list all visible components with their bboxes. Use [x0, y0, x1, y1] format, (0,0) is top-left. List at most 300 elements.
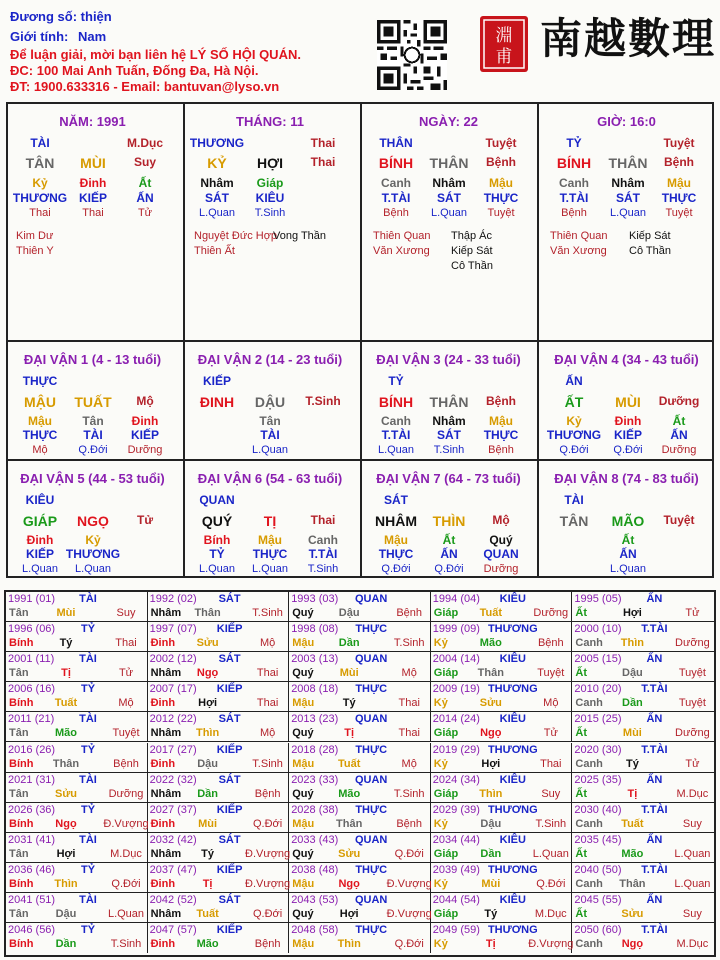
- year-cell[interactable]: [431, 833, 573, 863]
- year-cell[interactable]: [289, 743, 431, 773]
- year-star: ẤN: [646, 773, 663, 786]
- luck-pillar-life-stage: Q.Đới: [381, 563, 411, 575]
- year-star: KIÊU: [499, 593, 526, 605]
- year-cell[interactable]: [148, 803, 290, 833]
- year-branch: Tý: [201, 847, 215, 860]
- year-branch: Tuất: [54, 697, 78, 710]
- pillar-hidden-star: KIÊU: [255, 191, 285, 205]
- luck-pillar-hidden-star: T.TÀI: [308, 547, 338, 561]
- year-branch: Mão: [196, 938, 219, 951]
- year-cell[interactable]: [6, 803, 148, 833]
- year-branch: Tị: [61, 667, 71, 680]
- year-cell[interactable]: [572, 743, 714, 773]
- year-star: KIÊU: [499, 894, 526, 906]
- year-cell[interactable]: [148, 682, 290, 712]
- year-branch: Sửu: [196, 637, 219, 650]
- year-label: 2050 (60): [574, 924, 622, 937]
- name-value: thiện: [80, 9, 112, 24]
- luck-pillar-life-stage: L.Quan: [251, 563, 289, 575]
- year-cell[interactable]: [148, 743, 290, 773]
- luck-pillar-life-stage: L.Quan: [74, 563, 112, 575]
- year-branch: Thìn: [337, 938, 361, 951]
- year-label: 2005 (15): [574, 653, 622, 666]
- luck-pillar-life-stage: Q.Đới: [434, 563, 464, 575]
- chart-divider-h-1: [6, 340, 714, 342]
- year-stem: Đinh: [150, 817, 176, 830]
- year-stem: Ất: [575, 847, 587, 860]
- year-cell[interactable]: [148, 773, 290, 803]
- year-stem: Bính: [9, 637, 34, 650]
- year-stem: Kỷ: [433, 697, 448, 710]
- name-row: [10, 9, 112, 24]
- year-branch: Tý: [625, 757, 639, 770]
- year-cell[interactable]: [289, 833, 431, 863]
- luck-pillar-hidden-star: TÀI: [260, 428, 280, 442]
- luck-pillar-title: ĐẠI VẬN 4 (34 - 43 tuổi): [554, 352, 699, 367]
- year-life-stage: M.Dục: [110, 847, 142, 860]
- year-life-stage: Đ.Vượng: [245, 847, 291, 860]
- qr-code-icon[interactable]: [377, 20, 447, 90]
- year-cell[interactable]: [289, 923, 431, 953]
- year-label: 2003 (13): [291, 653, 339, 666]
- year-life-stage: Đ.Vượng: [386, 877, 432, 890]
- year-branch: Dần: [622, 697, 643, 710]
- luck-pillar-main: TUẤT: [74, 394, 112, 410]
- luck-pillar-main: TÂN: [559, 513, 589, 529]
- luck-pillar-main: DẬU: [254, 394, 286, 410]
- spirit-star: Kim Dư: [16, 230, 54, 242]
- year-cell[interactable]: [431, 652, 573, 682]
- year-stem: Nhâm: [150, 908, 182, 920]
- year-label: 2035 (45): [574, 833, 622, 846]
- pillar-main: BÍNH: [556, 155, 592, 171]
- pillar-hidden-stem: Canh: [381, 176, 411, 190]
- year-life-stage: L.Quan: [674, 877, 711, 890]
- year-cell[interactable]: [431, 773, 573, 803]
- year-star: THỰC: [355, 683, 388, 696]
- year-stem: Tân: [9, 727, 29, 740]
- year-cell[interactable]: [572, 773, 714, 803]
- year-label: 2043 (53): [291, 894, 339, 906]
- year-label: 2038 (48): [291, 863, 339, 876]
- pillar-hidden-stem: Mậu: [489, 176, 513, 190]
- year-stem: Mậu: [292, 637, 315, 650]
- year-cell[interactable]: [6, 893, 148, 923]
- year-label: 2000 (10): [574, 623, 622, 636]
- pillar-life-stage: Tuyệt: [487, 207, 515, 219]
- year-cell[interactable]: [6, 863, 148, 893]
- luck-pillar-top-star: TỶ: [388, 374, 404, 388]
- year-label: 2031 (41): [8, 833, 56, 846]
- luck-pillar-title: ĐẠI VẬN 2 (14 - 23 tuổi): [197, 352, 343, 367]
- year-stem: Đinh: [150, 757, 176, 770]
- year-cell[interactable]: [6, 712, 148, 742]
- pillar-main: TÂN: [25, 155, 55, 171]
- gender-row: [10, 29, 106, 44]
- year-label: 2011 (21): [8, 713, 55, 726]
- pillar-title: NĂM: 1991: [59, 114, 126, 129]
- pillar-title: GIỜ: 16:0: [597, 114, 656, 129]
- year-life-stage: L.Quan: [532, 847, 569, 860]
- year-star: TÀI: [79, 713, 97, 726]
- pillar-hidden-stem: Đinh: [79, 176, 107, 190]
- year-label: 2033 (43): [291, 833, 339, 846]
- pillar-hidden-stem: Nhâm: [432, 176, 466, 190]
- luck-pillar-top-star: KIÊU: [25, 493, 55, 507]
- year-cell[interactable]: [148, 833, 290, 863]
- year-cell[interactable]: [6, 923, 148, 953]
- pillar-life-stage: L.Quan: [609, 207, 647, 219]
- year-cell[interactable]: [289, 712, 431, 742]
- year-branch: Thân: [619, 877, 646, 890]
- year-label: 2014 (24): [432, 713, 480, 726]
- year-star: T.TÀI: [641, 743, 668, 756]
- year-star: KIẾP: [216, 743, 243, 756]
- year-cell[interactable]: [6, 652, 148, 682]
- pillar-hidden-star: THƯƠNG: [12, 191, 68, 205]
- year-label: 2020 (30): [574, 743, 622, 756]
- year-cell[interactable]: [572, 863, 714, 893]
- luck-pillar-hidden-star: THƯƠNG: [65, 547, 121, 561]
- year-stem: Mậu: [292, 697, 315, 710]
- year-cell[interactable]: [148, 652, 290, 682]
- year-branch: Ngọ: [55, 817, 77, 830]
- year-cell[interactable]: [148, 893, 290, 923]
- year-branch: Hợi: [339, 908, 359, 920]
- luck-pillar-top-star: THỰC: [22, 374, 58, 388]
- address-line: ĐC: 100 Mai Anh Tuấn, Đống Đa, Hà Nội.: [10, 63, 259, 78]
- luck-pillar-hidden-stem: Kỷ: [85, 533, 101, 547]
- pillar-top-star: Tuyệt: [663, 136, 695, 150]
- year-life-stage: Bệnh: [396, 607, 423, 619]
- year-life-stage: Đ.Vượng: [386, 908, 432, 920]
- luck-pillar-life-stage: Q.Đới: [559, 444, 589, 456]
- year-label: 2019 (29): [432, 743, 480, 756]
- year-life-stage: Q.Đới: [252, 817, 283, 830]
- year-life-stage: M.Dục: [676, 938, 709, 951]
- year-label: 1992 (02): [149, 593, 197, 605]
- year-branch: Sửu: [479, 697, 502, 710]
- year-branch: Mão: [621, 847, 644, 860]
- year-stem: Quý: [292, 847, 314, 860]
- pillar-hidden-stem: Kỷ: [32, 176, 48, 190]
- year-branch: Ngọ: [621, 938, 644, 951]
- year-label: 2002 (12): [149, 653, 197, 666]
- pillar-top-star: Thai: [310, 136, 336, 150]
- year-label: 2001 (11): [8, 653, 55, 666]
- year-cell[interactable]: [572, 833, 714, 863]
- year-life-stage: Suy: [541, 787, 561, 800]
- year-cell[interactable]: [572, 803, 714, 833]
- year-life-stage: L.Quan: [674, 847, 711, 860]
- luck-pillar-main: MÙI: [615, 394, 641, 410]
- year-star: QUAN: [354, 653, 388, 666]
- year-stem: Giáp: [433, 787, 459, 800]
- year-branch: Thân: [52, 757, 80, 770]
- year-stem: Canh: [575, 817, 603, 830]
- year-cell[interactable]: [289, 773, 431, 803]
- luck-pillar-hidden-stem: Ất: [621, 533, 635, 547]
- spirit-star: Vong Thần: [273, 230, 327, 242]
- year-cell[interactable]: [572, 712, 714, 742]
- year-cell[interactable]: [572, 923, 714, 953]
- year-life-stage: Suy: [682, 817, 702, 830]
- luck-pillar-hidden-star: SÁT: [437, 428, 461, 442]
- year-cell[interactable]: [289, 863, 431, 893]
- year-cell[interactable]: [148, 923, 290, 953]
- year-stem: Nhâm: [150, 787, 182, 800]
- pillar-life-stage: Tử: [137, 207, 153, 219]
- year-stem: Kỷ: [433, 757, 448, 770]
- year-branch: Tuất: [337, 757, 361, 770]
- year-star: TỶ: [80, 683, 96, 696]
- pillar-hidden-star: T.TÀI: [559, 191, 589, 205]
- year-cell[interactable]: [148, 712, 290, 742]
- year-label: 2015 (25): [574, 713, 622, 726]
- year-cell[interactable]: [572, 652, 714, 682]
- year-cell[interactable]: [6, 833, 148, 863]
- year-star: THƯƠNG: [487, 683, 538, 696]
- year-cell[interactable]: [289, 803, 431, 833]
- year-cell[interactable]: [572, 592, 714, 622]
- year-label: 2017 (27): [149, 743, 197, 756]
- spirit-star: Văn Xương: [550, 245, 607, 257]
- year-star: THỰC: [355, 743, 388, 756]
- year-star: ẤN: [646, 593, 663, 605]
- year-star: SÁT: [218, 653, 241, 666]
- year-label: 2027 (37): [149, 803, 197, 816]
- year-star: TỶ: [80, 863, 96, 876]
- year-cell[interactable]: [431, 893, 573, 923]
- year-star: THỰC: [355, 803, 388, 816]
- year-cell[interactable]: [431, 712, 573, 742]
- year-cell[interactable]: [431, 803, 573, 833]
- year-life-stage: Q.Đới: [111, 877, 141, 890]
- year-star: TỶ: [80, 803, 96, 816]
- year-label: 2004 (14): [432, 653, 480, 666]
- luck-pillar-hidden-star: KIẾP: [613, 428, 643, 442]
- year-branch: Dậu: [55, 908, 77, 920]
- luck-pillar-life-stage: Dưỡng: [483, 563, 519, 575]
- year-stem: Kỷ: [433, 877, 448, 890]
- luck-pillar-top-star: SÁT: [384, 493, 408, 507]
- luck-pillar-hidden-star: TỶ: [209, 547, 225, 561]
- luck-pillar-title: ĐẠI VẬN 1 (4 - 13 tuổi): [23, 352, 162, 367]
- seal-char-top: 淵: [495, 26, 513, 46]
- chart-divider-h-2: [6, 459, 714, 461]
- year-life-stage: Dưỡng: [675, 727, 710, 740]
- luck-pillar-main: ĐINH: [199, 394, 235, 410]
- pillar-top-star: TỶ: [566, 136, 582, 150]
- year-label: 2009 (19): [432, 683, 480, 696]
- year-life-stage: T.Sinh: [252, 607, 283, 619]
- luck-pillar-life-stage: Mộ: [32, 444, 48, 456]
- year-branch: Hợi: [622, 607, 642, 619]
- spirit-star: Cô Thần: [451, 260, 493, 272]
- luck-pillar-hidden-stem: Canh: [381, 414, 411, 428]
- year-branch: Thìn: [195, 727, 220, 740]
- year-cell[interactable]: [6, 622, 148, 652]
- pillar-hidden-star: T.TÀI: [381, 191, 411, 205]
- year-cell[interactable]: [431, 622, 573, 652]
- luck-pillar-main: Bệnh: [486, 394, 516, 408]
- pillar-main: THÂN: [429, 155, 469, 171]
- year-branch: Dần: [55, 938, 77, 951]
- pillar-title: THÁNG: 11: [236, 114, 304, 129]
- year-cell[interactable]: [289, 682, 431, 712]
- year-star: KIẾP: [216, 863, 243, 876]
- year-stem: Tân: [9, 607, 29, 619]
- year-stem: Kỷ: [433, 817, 448, 830]
- pillar-title: NGÀY: 22: [419, 114, 478, 129]
- year-branch: Dậu: [338, 607, 360, 619]
- pillar-hidden-stem: Nhâm: [200, 176, 234, 190]
- year-cell[interactable]: [148, 622, 290, 652]
- luck-pillar-hidden-stem: Mậu: [28, 414, 52, 428]
- year-label: 2021 (31): [8, 773, 56, 786]
- pillar-main: Bệnh: [486, 155, 516, 169]
- year-label: 2025 (35): [574, 773, 622, 786]
- year-branch: Hợi: [198, 697, 218, 710]
- year-cell[interactable]: [6, 773, 148, 803]
- pillar-main: KỶ: [207, 155, 227, 171]
- luck-pillar-hidden-stem: Ất: [442, 533, 456, 547]
- luck-pillar-main: Mộ: [136, 394, 154, 408]
- year-star: THỰC: [355, 623, 388, 636]
- year-stem: Canh: [575, 637, 603, 650]
- spirit-star: Kiếp Sát: [629, 230, 671, 242]
- year-life-stage: Thai: [398, 727, 420, 740]
- year-star: KIÊU: [499, 713, 526, 726]
- year-cell[interactable]: [572, 622, 714, 652]
- pillar-life-stage: Bệnh: [561, 207, 587, 219]
- luck-pillar-hidden-stem: Quý: [489, 533, 513, 547]
- year-life-stage: Đ.Vượng: [103, 817, 149, 830]
- year-stem: Quý: [292, 667, 314, 680]
- spirit-star: Văn Xương: [373, 245, 430, 257]
- year-label: 2032 (42): [149, 833, 197, 846]
- luck-pillar-hidden-star: ẤN: [440, 547, 458, 561]
- luck-pillar-hidden-star: THỰC: [252, 547, 288, 561]
- pillar-top-star: THÂN: [379, 136, 413, 150]
- year-cell[interactable]: [289, 652, 431, 682]
- year-label: 2016 (26): [8, 743, 56, 756]
- year-stem: Ất: [575, 908, 587, 920]
- pillar-hidden-stem: Giáp: [256, 176, 284, 190]
- luck-pillar-main: MẬU: [24, 394, 56, 410]
- year-cell[interactable]: [6, 682, 148, 712]
- year-star: T.TÀI: [641, 683, 668, 696]
- year-label: 2013 (23): [291, 713, 339, 726]
- luck-pillar-title: ĐẠI VẬN 3 (24 - 33 tuổi): [376, 352, 521, 367]
- year-cell[interactable]: [289, 592, 431, 622]
- year-star: ẤN: [646, 653, 663, 666]
- annual-years-grid: [4, 590, 716, 957]
- year-star: QUAN: [354, 713, 388, 726]
- year-cell[interactable]: [148, 592, 290, 622]
- year-stem: Mậu: [292, 938, 315, 951]
- year-life-stage: Bệnh: [254, 938, 281, 951]
- year-cell[interactable]: [431, 863, 573, 893]
- year-label: 2028 (38): [291, 803, 339, 816]
- year-star: THƯƠNG: [487, 863, 538, 876]
- year-label: 2047 (57): [149, 924, 197, 937]
- year-label: 1997 (07): [149, 623, 197, 636]
- year-life-stage: Dưỡng: [108, 787, 144, 800]
- luck-pillar-main: NHÂM: [375, 513, 417, 529]
- luck-pillar-hidden-stem: Đinh: [26, 533, 54, 547]
- pillar-hidden-stem: Canh: [559, 176, 589, 190]
- year-life-stage: Suy: [682, 908, 702, 920]
- year-branch: Dần: [338, 637, 360, 650]
- contact-line: Để luận giải, mời bạn liên hệ LÝ SỐ HỘI QUÁN.: [10, 47, 301, 62]
- year-star: T.TÀI: [641, 803, 668, 816]
- year-label: 1991 (01): [8, 593, 56, 605]
- year-cell[interactable]: [6, 743, 148, 773]
- year-life-stage: Tuyệt: [112, 727, 140, 740]
- year-cell[interactable]: [431, 743, 573, 773]
- year-life-stage: T.Sinh: [110, 938, 142, 951]
- luck-pillar-hidden-star: T.TÀI: [381, 428, 411, 442]
- year-cell[interactable]: [6, 592, 148, 622]
- luck-pillar-hidden-star: ẤN: [619, 547, 637, 561]
- luck-pillar-top-star: QUAN: [199, 493, 235, 507]
- year-star: T.TÀI: [641, 924, 668, 937]
- pillar-life-stage: Tuyệt: [665, 207, 693, 219]
- luck-pillar-top-star: KIẾP: [202, 374, 232, 388]
- year-cell[interactable]: [431, 592, 573, 622]
- year-cell[interactable]: [572, 682, 714, 712]
- year-life-stage: T.Sinh: [535, 817, 567, 830]
- year-star: SÁT: [218, 713, 241, 726]
- luck-pillar-hidden-stem: Canh: [308, 533, 338, 547]
- luck-pillar-hidden-stem: Mậu: [258, 533, 282, 547]
- year-label: 2024 (34): [432, 773, 480, 786]
- luck-pillar-hidden-star: THƯƠNG: [546, 428, 602, 442]
- year-label: 2044 (54): [432, 894, 480, 906]
- year-branch: Mão: [55, 727, 77, 740]
- year-label: 2045 (55): [574, 894, 622, 906]
- year-stem: Quý: [292, 727, 314, 740]
- year-cell[interactable]: [431, 682, 573, 712]
- year-life-stage: M.Dục: [676, 787, 709, 800]
- year-branch: Sửu: [54, 787, 78, 800]
- year-cell[interactable]: [289, 893, 431, 923]
- pillar-life-stage: Thai: [29, 207, 51, 219]
- luck-pillar-hidden-stem: Ất: [672, 414, 686, 428]
- luck-pillar-main: BÍNH: [378, 394, 414, 410]
- year-cell[interactable]: [148, 863, 290, 893]
- luck-pillar-life-stage: Dưỡng: [127, 444, 163, 456]
- year-stem: Bính: [9, 697, 34, 710]
- year-cell[interactable]: [431, 923, 573, 953]
- luck-pillar-main: T.Sinh: [305, 394, 341, 408]
- year-branch: Tuất: [479, 607, 502, 619]
- pillar-hidden-stem: Nhâm: [611, 176, 645, 190]
- luck-pillar-life-stage: L.Quan: [21, 563, 59, 575]
- luck-pillar-life-stage: Q.Đới: [78, 444, 108, 456]
- year-branch: Ngọ: [338, 877, 360, 890]
- year-cell[interactable]: [289, 622, 431, 652]
- year-label: 2034 (44): [432, 833, 480, 846]
- year-life-stage: Bệnh: [396, 817, 423, 830]
- luck-pillar-main: Thai: [310, 513, 336, 527]
- year-label: 2022 (32): [149, 773, 197, 786]
- luck-pillar-life-stage: T.Sinh: [307, 563, 339, 575]
- year-branch: Mùi: [481, 877, 501, 890]
- year-cell[interactable]: [572, 893, 714, 923]
- year-life-stage: Q.Đới: [394, 847, 424, 860]
